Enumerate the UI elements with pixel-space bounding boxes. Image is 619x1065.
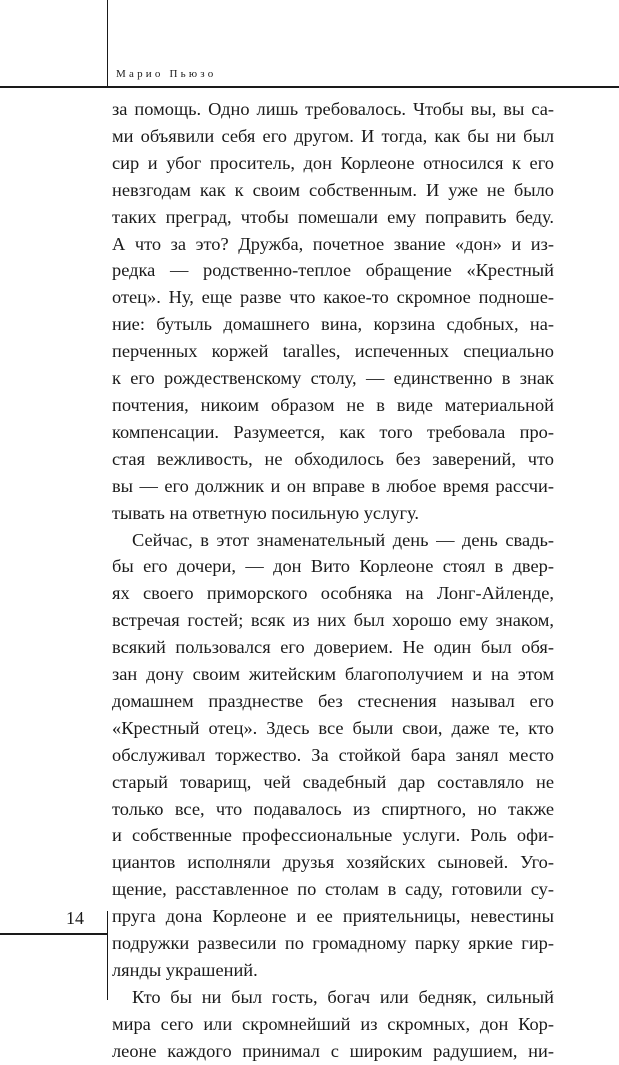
text-line: перченных коржей taralles, испеченных специально <box>112 341 554 362</box>
text-line: обслуживал торжество. За стойкой бара занял место <box>112 744 554 765</box>
text-line: старый товарищ, чей свадебный дар составляло не <box>112 771 554 792</box>
text-line: циантов исполняли друзья хозяйских сыновей. Уго- <box>112 852 554 873</box>
text-line: вы — его должник и он вправе в любое время рассчи- <box>112 475 554 496</box>
text-line: к его рождественскому столу, — единственно в знак <box>112 368 554 389</box>
text-line: стая вежливость, не обходилось без заверений, что <box>112 448 554 469</box>
text-line: сир и убог проситель, дон Корлеоне относился к его <box>112 152 554 173</box>
text-line: Сейчас, в этот знаменательный день — день свадь- <box>132 529 554 550</box>
text-line: Кто бы ни был гость, богач или бедняк, сильный <box>132 986 554 1007</box>
text-line: всякий пользовался его доверием. Не один был обя- <box>112 637 554 658</box>
text-line: таких преград, чтобы помешали ему поправить беду. <box>112 206 554 227</box>
text-line: домашнем празднестве без стеснения называл его <box>112 690 554 711</box>
bottom-vertical-rule <box>107 911 108 1000</box>
text-line: ми объявили себя его другом. И тогда, как бы ни был <box>112 125 554 146</box>
text-line: компенсации. Разумеется, как того требовала про- <box>112 421 554 442</box>
text-line: пруга дона Корлеоне и ее приятельницы, невестины <box>112 906 554 927</box>
text-line: только все, что подавалось из спиртного, но также <box>112 798 554 819</box>
text-line: лянды украшений. <box>112 960 258 980</box>
text-line: встречая гостей; всяк из них был хорошо ему знаком, <box>112 610 554 631</box>
text-line: «Крестный отец». Здесь все были свои, даже те, кто <box>112 717 554 738</box>
running-head-author: Марио Пьюзо <box>116 68 217 80</box>
text-line: ние: бутыль домашнего вина, корзина сдобных, на- <box>112 314 554 335</box>
page-number: 14 <box>66 908 84 928</box>
text-line: бы его дочери, — дон Вито Корлеоне стоял в двер- <box>112 556 554 577</box>
text-line: мира сего или скромнейший из скромных, дон Кор- <box>112 1013 554 1034</box>
text-line: щение, расставленное по столам в саду, готовили су- <box>112 879 554 900</box>
text-line: почтения, никоим образом не в виде материальной <box>112 394 554 415</box>
text-line: леоне каждого принимал с широким радушием, ни- <box>112 1040 554 1061</box>
top-horizontal-rule <box>0 86 619 88</box>
top-vertical-rule <box>107 0 108 86</box>
bottom-horizontal-rule <box>0 933 107 935</box>
text-line: и собственные профессиональные услуги. Роль офи- <box>112 825 554 846</box>
text-line: ях своего приморского особняка на Лонг-Айленде, <box>112 583 554 604</box>
text-line: тывать на ответную посильную услугу. <box>112 502 419 523</box>
text-line: за помощь. Одно лишь требовалось. Чтобы вы, вы са- <box>112 99 554 119</box>
text-line: редка — родственно-теплое обращение «Крестный <box>112 260 554 281</box>
body-text <box>112 96 554 1065</box>
text-line: подружки развесили по громадному парку яркие гир- <box>112 933 554 954</box>
text-line: зан дону своим житейским благополучием и на этом <box>112 664 554 685</box>
text-line: А что за это? Дружба, почетное звание «дон» и из- <box>112 233 554 254</box>
text-line: невзгодам как к своим собственным. И уже не было <box>112 179 554 200</box>
text-line: отец». Ну, еще разве что какое-то скромное подноше- <box>112 287 554 308</box>
